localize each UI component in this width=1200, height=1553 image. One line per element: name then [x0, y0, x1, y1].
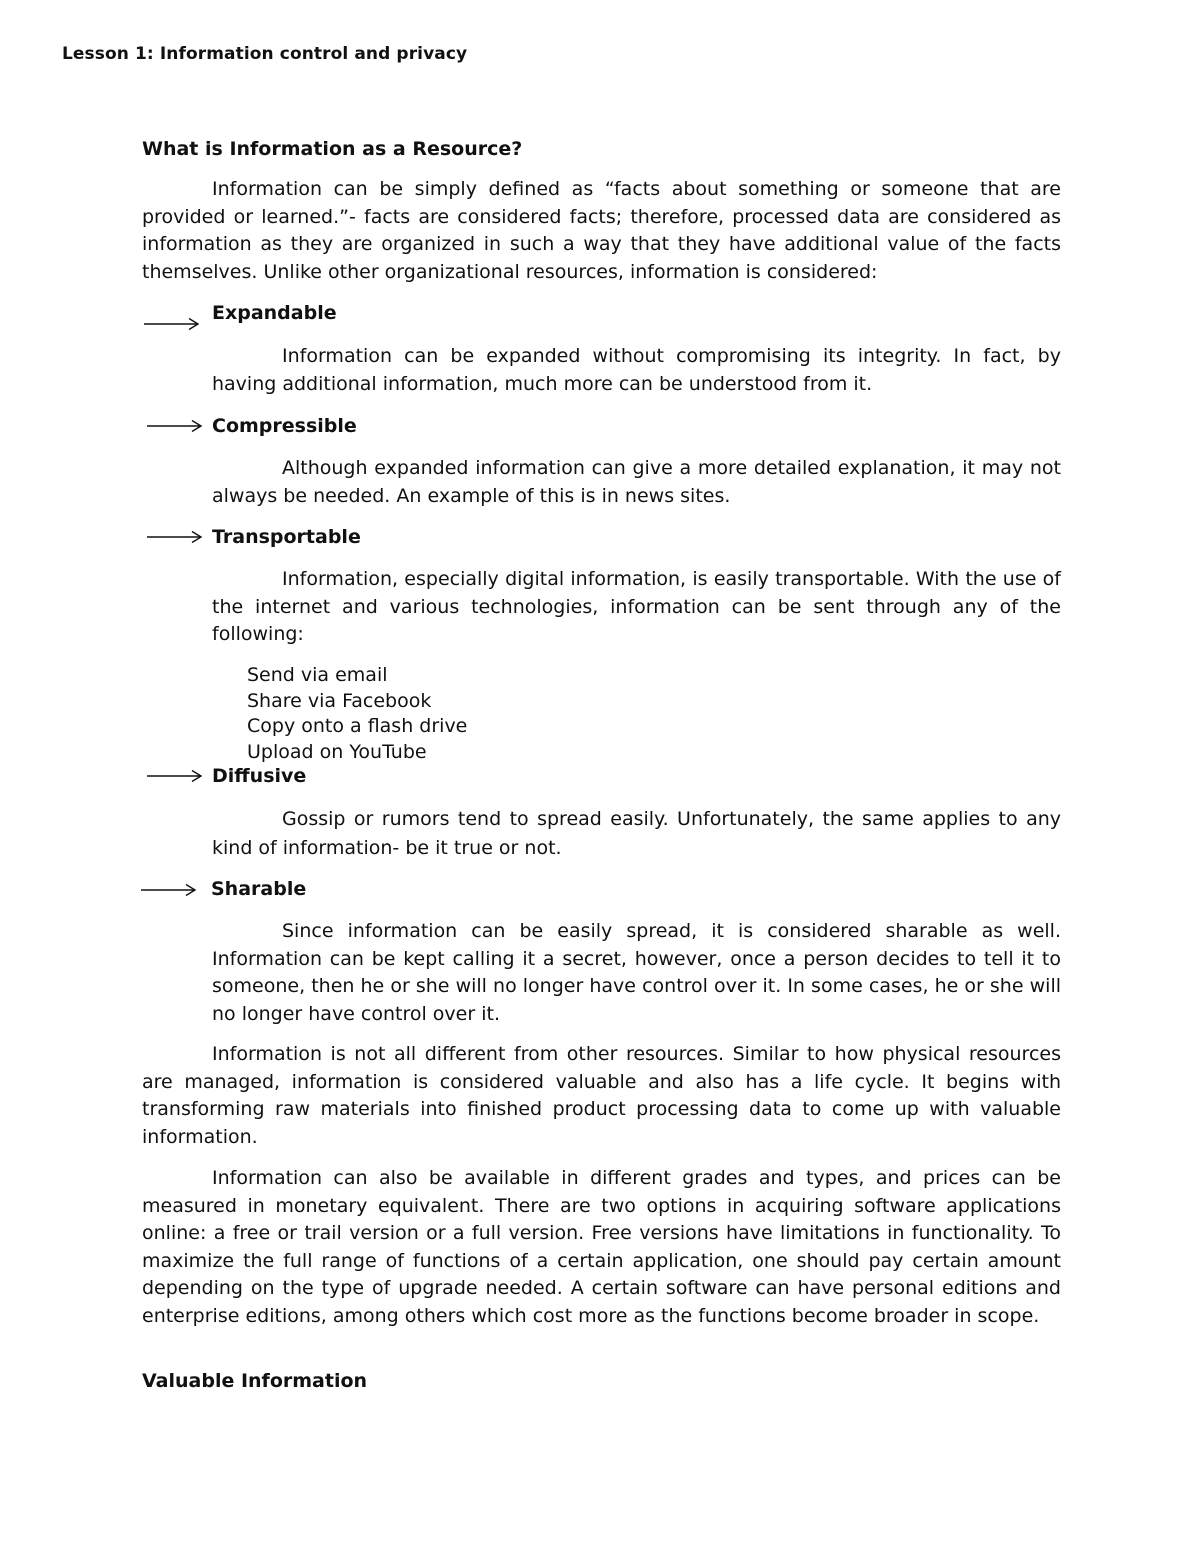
lesson-title: Lesson 1: Information control and privacy	[62, 44, 468, 64]
diffusive-heading: Diffusive	[212, 765, 307, 787]
sharable-text: Since information can be easily spread, it is considered sharable as well. Information can be kept calling it a secret, however, once a person decides to tell it to someone, then he or she will no longer have control over it. In some cases, he or she will no longer have control over it.	[212, 920, 1061, 1025]
transport-methods-list	[247, 663, 467, 765]
arrow-icon	[140, 883, 198, 897]
diffusive-text: Gossip or rumors tend to spread easily. Unfortunately, the same applies to any kind of information- be it true or not.	[212, 808, 1061, 859]
arrow-icon	[146, 530, 204, 544]
arrow-icon	[143, 317, 201, 331]
compressible-heading: Compressible	[212, 415, 357, 437]
list-item: Send via email	[247, 664, 388, 686]
list-item: Copy onto a flash drive	[247, 715, 468, 737]
section-heading: What is Information as a Resource?	[142, 138, 523, 160]
expandable-text: Information can be expanded without compromising its integrity. In fact, by having additional information, much more can be understood from it.	[212, 345, 1061, 395]
arrow-icon	[146, 769, 204, 783]
list-item: Upload on YouTube	[247, 740, 427, 763]
diffusive-paragraph	[212, 805, 1061, 863]
valuable-information-heading: Valuable Information	[142, 1370, 368, 1392]
sharable-paragraph	[212, 918, 1061, 1028]
list-item: Share via Facebook	[247, 689, 432, 712]
intro-text: Information can be simply defined as “facts about something or someone that are provided or learned.”- facts are considered facts; therefore, processed data are considered as information as they are organized in such a way that they have additional value of the facts themselves. Unlike other organizational resources, information is considered:	[142, 178, 1061, 283]
transportable-paragraph	[212, 566, 1061, 649]
compressible-text: Although expanded information can give a more detailed explanation, it may not always be needed. An example of this is in news sites.	[212, 457, 1061, 507]
closing-text-1: Information is not all different from other resources. Similar to how physical resources are managed, information is considered valuable and also has a life cycle. It begins with transforming raw materials into finished product processing data to come up with valuable information.	[142, 1043, 1061, 1148]
closing-text-2: Information can also be available in different grades and types, and prices can be measured in monetary equivalent. There are two options in acquiring software applications online: a free or trail version or a full version. Free versions have limitations in functionality. To maximize the full range of functions of a certain application, one should pay certain amount depending on the type of upgrade needed. A certain software can have personal editions and enterprise editions, among others which cost more as the functions become broader in scope.	[142, 1167, 1061, 1327]
intro-paragraph	[142, 176, 1061, 286]
transportable-text: Information, especially digital information, is easily transportable. With the use of the internet and various technologies, information can be sent through any of the following:	[212, 568, 1061, 645]
closing-paragraph-2	[142, 1165, 1061, 1330]
compressible-paragraph	[212, 455, 1061, 510]
expandable-paragraph	[212, 343, 1061, 398]
arrow-icon	[146, 419, 204, 433]
transportable-heading: Transportable	[212, 526, 361, 548]
closing-paragraph-1	[142, 1041, 1061, 1151]
sharable-heading: Sharable	[211, 878, 307, 900]
expandable-heading: Expandable	[212, 302, 337, 324]
